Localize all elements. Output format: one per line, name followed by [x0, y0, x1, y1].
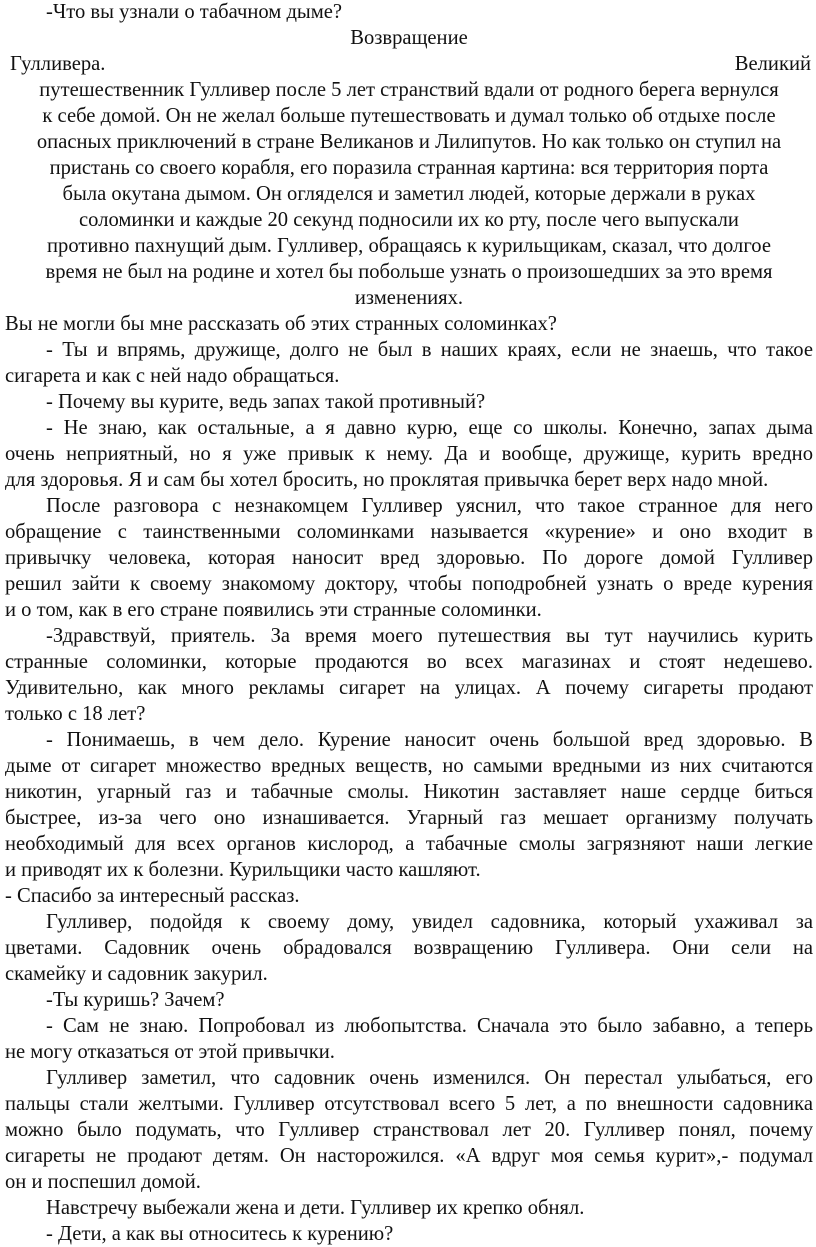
text-line: - Почему вы курите, ведь запах такой противный? [46, 391, 486, 413]
text-line: Удивительно, как много рекламы сигарет на улицах. А почему сигареты продают [5, 677, 813, 699]
text-line: - Не знаю, как остальные, а я давно курю, еще со школы. Конечно, запах дыма [46, 417, 813, 439]
intro-line: к себе домой. Он не желал больше путешествовать и думал только об отдыхе после [42, 105, 776, 127]
text-line: сигареты не продают детям. Он насторожился. «А вдруг моя семья курит»,- подумал [5, 1145, 813, 1167]
text-line: только с 18 лет? [5, 703, 146, 725]
text-line: пальцы стали желтыми. Гулливер отсутствовал всего 5 лет, а по внешности садовника [5, 1093, 813, 1115]
intro-line: время не был на родине и хотел бы побольше узнать о произошедших за это время [45, 261, 773, 283]
text-line: Навстречу выбежали жена и дети. Гулливер их крепко обнял. [46, 1197, 585, 1219]
title-end: Гулливера. [10, 53, 106, 75]
text-line: никотин, угарный газ и табачные смолы. Никотин заставляет наше сердце биться [5, 781, 813, 803]
intro-line: соломинки и каждые 20 секунд подносили их ко рту, после чего выпускали [79, 209, 739, 231]
text-line: обращение с таинственными соломинками называется «курение» и оно входит в [5, 521, 813, 543]
text-line: - Спасибо за интересный рассказ. [5, 885, 300, 907]
text-line: -Ты куришь? Зачем? [46, 989, 225, 1011]
text-line: скамейку и садовник закурил. [5, 963, 268, 985]
text-line: быстрее, из-за чего оно изнашивается. Угарный газ мешает организму получать [5, 807, 813, 829]
text-line: цветами. Садовник очень обрадовался возвращению Гулливера. Они сели на [5, 937, 813, 959]
text-line: необходимый для всех органов кислород, а табачные смолы загрязняют наши легкие [5, 833, 813, 855]
text-line: Гулливер заметил, что садовник очень изменился. Он перестал улыбаться, его [46, 1067, 813, 1089]
text-line: очень неприятный, но я уже привык к нему. Да и вообще, дружище, курить вредно [5, 443, 813, 465]
text-line: После разговора с незнакомцем Гулливер уяснил, что такое странное для него [46, 495, 813, 517]
text-line: он и поспешил домой. [5, 1171, 201, 1193]
text-line: для здоровья. Я и сам бы хотел бросить, но проклятая привычка берет верх надо мной. [5, 469, 769, 491]
text-line: и приводят их к болезни. Курильщики часто кашляют. [5, 859, 481, 881]
text-line: дыме от сигарет множество вредных веществ, но самыми вредными из них считаются [5, 755, 813, 777]
intro-line: изменениях. [354, 287, 464, 309]
text-line: - Дети, а как вы относитесь к курению? [46, 1223, 394, 1245]
text-line: Гулливер, подойдя к своему дому, увидел садовника, который ухаживал за [46, 911, 813, 933]
intro-line: путешественник Гулливер после 5 лет странствий вдали от родного берега вернулся [39, 79, 779, 101]
text-line: -Здравствуй, приятель. За время моего путешествия вы тут научились курить [46, 625, 813, 647]
text-line: - Понимаешь, в чем дело. Курение наносит очень большой вред здоровью. В [46, 729, 813, 751]
title-continuation-line [5, 51, 813, 77]
document-page [5, 0, 813, 1247]
text-line: - Сам не знаю. Попробовал из любопытства. Сначала это было забавно, а теперь [46, 1015, 813, 1037]
text-line: странные соломинки, которые продаются во всех магазинах и стоят недешево. [5, 651, 813, 673]
text-line: не могу отказаться от этой привычки. [5, 1041, 335, 1063]
text-line: и о том, как в его стране появились эти странные соломинки. [5, 599, 542, 621]
text-line: Вы не могли бы мне рассказать об этих странных соломинках? [5, 313, 557, 335]
text-line: сигарета и как с ней надо обращаться. [5, 365, 340, 387]
intro-line: опасных приключений в стране Великанов и Лилипутов. Но как только он ступил на [36, 131, 782, 153]
text-line: можно было подумать, что Гулливер странствовал лет 20. Гулливер понял, почему [5, 1119, 813, 1141]
intro-line: была окутана дымом. Он огляделся и заметил людей, которые держали в руках [62, 183, 756, 205]
text-line: решил зайти к своему знакомому доктору, чтобы поподробней узнать о вреде курения [5, 573, 813, 595]
intro-line: противно пахнущий дым. Гулливер, обращаясь к курильщикам, сказал, что долгое [47, 235, 771, 257]
question-line: -Что вы узнали о табачном дыме? [46, 1, 343, 23]
first-word: Великий [734, 53, 811, 75]
text-line: - Ты и впрямь, дружище, долго не был в наших краях, если не знаешь, что такое [46, 339, 813, 361]
story-title: Возвращение [350, 27, 468, 49]
intro-line: пристань со своего корабля, его поразила странная картина: вся территория порта [49, 157, 769, 179]
text-line: привычку человека, которая наносит вред здоровью. По дороге домой Гулливер [5, 547, 813, 569]
